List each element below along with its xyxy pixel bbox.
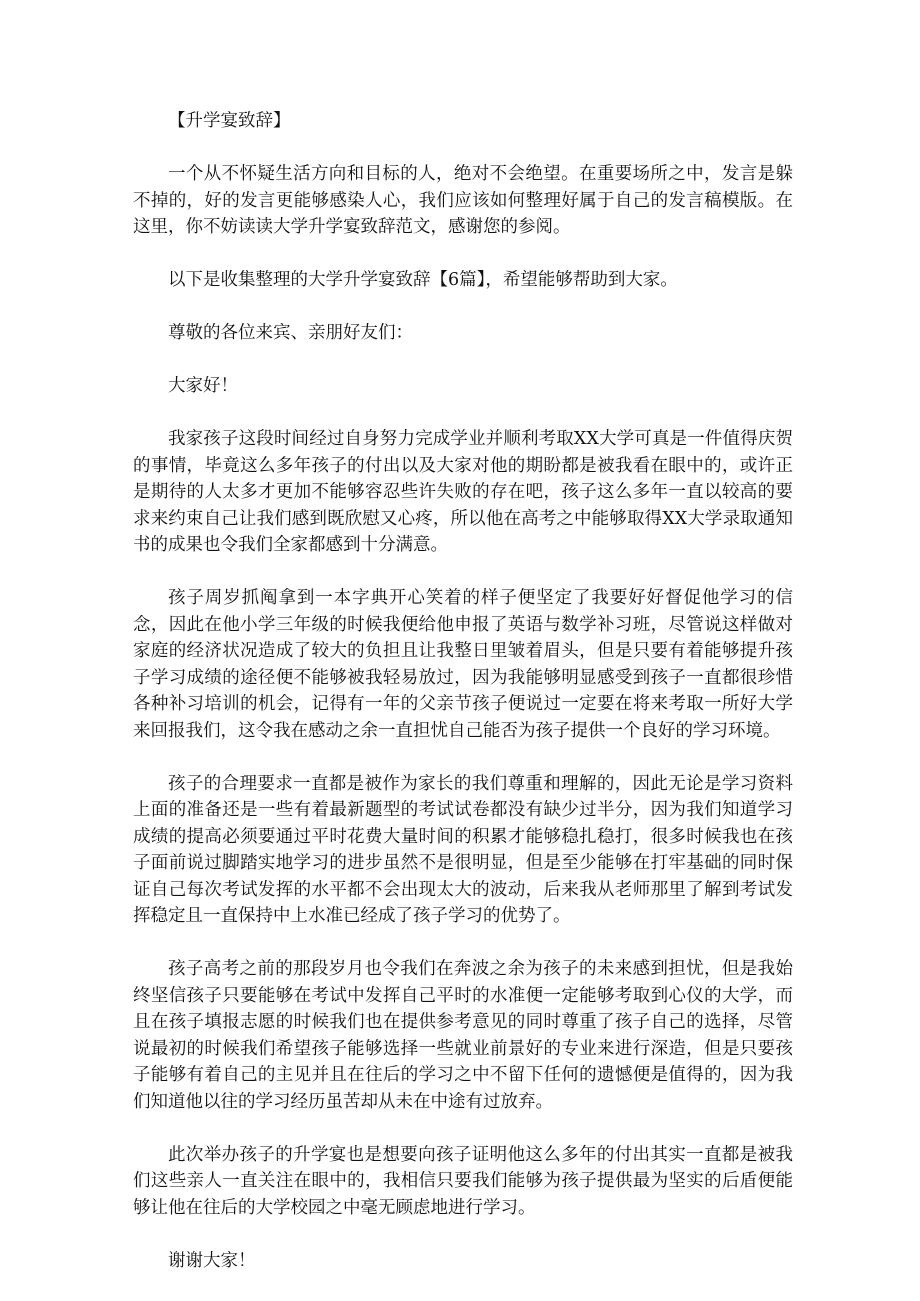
body-paragraph: 孩子周岁抓阄拿到一本字典开心笑着的样子便坚定了我要好好督促他学习的信念，因此在他小学三年级的时候我便给他申报了英语与数学补习班，尽管说这样做对家庭的经济状况造成了较大的负担且让我整日里皱着眉头，但是只要有着能够提升孩子学习成绩的途径便不能够被我轻易放过，因为我能够明显感受到孩子一直都很珍惜各种补习培训的机会，记得有一年的父亲节孩子便说过一定要在将来考取一所好大学来回报我们，这令我在感动之余一直担忧自己能否为孩子提供一个良好的学习环境。	[133, 588, 793, 741]
closing-paragraph: 谢谢大家！	[168, 1250, 256, 1271]
body-paragraph: 孩子高考之前的那段岁月也令我们在奔波之余为孩子的未来感到担忧，但是我始终坚信孩子只要能够在考试中发挥自己平时的水准便一定能够考取到心仪的大学，而且在孩子填报志愿的时候我们也在提供参考意见的同时尊重了孩子自己的选择，尽管说最初的时候我们希望孩子能够选择一些就业前景好的专业来进行深造，但是只要孩子能够有着自己的主见并且在往后的学习之中不留下任何的遗憾便是值得的，因为我们知道他以往的学习经历虽苦却从未在中途有过放弃。	[133, 959, 793, 1112]
intro-paragraph: 一个从不怀疑生活方向和目标的人，绝对不会绝望。在重要场所之中，发言是躲不掉的，好的发言更能够感染人心，我们应该如何整理好属于自己的发言稿模版。在这里，你不妨读读大学升学宴致辞范文，感谢您的参阅。	[133, 164, 793, 237]
body-paragraph: 我家孩子这段时间经过自身努力完成学业并顺利考取XX大学可真是一件值得庆贺的事情，毕竟这么多年孩子的付出以及大家对他的期盼都是被我看在眼中的，或许正是期待的人太多才更加不能够容忍些许失败的存在吧，孩子这么多年一直以较高的要求来约束自己让我们感到既欣慰又心疼，所以他在高考之中能够取得XX大学录取通知书的成果也令我们全家都感到十分满意。	[133, 429, 793, 555]
document-title: 【升学宴致辞】	[168, 111, 291, 131]
body-paragraph: 孩子的合理要求一直都是被作为家长的我们尊重和理解的，因此无论是学习资料上面的准备还是一些有着最新题型的考试试卷都没有缺少过半分，因为我们知道学习成绩的提高必须要通过平时花费大量时间的积累才能够稳扎稳打，很多时候我也在孩子面前说过脚踏实地学习的进步虽然不是很明显，但是至少能够在打牢基础的同时保证自己每次考试发挥的水平都不会出现太大的波动，后来我从老师那里了解到考试发挥稳定且一直保持中上水准已经成了孩子学习的优势了。	[133, 773, 793, 926]
document-body	[133, 108, 793, 1301]
body-paragraph: 此次举办孩子的升学宴也是想要向孩子证明他这么多年的付出其实一直都是被我们这些亲人一直关注在眼中的，我相信只要我们能够为孩子提供最为坚实的后盾便能够让他在往后的大学校园之中毫无顾虑地进行学习。	[133, 1144, 793, 1218]
salutation-paragraph: 尊敬的各位来宾、亲朋好友们：	[168, 323, 413, 343]
collection-note-paragraph: 以下是收集整理的大学升学宴致辞【6篇】，希望能够帮助到大家。	[168, 270, 678, 290]
greeting-paragraph: 大家好！	[168, 376, 238, 396]
